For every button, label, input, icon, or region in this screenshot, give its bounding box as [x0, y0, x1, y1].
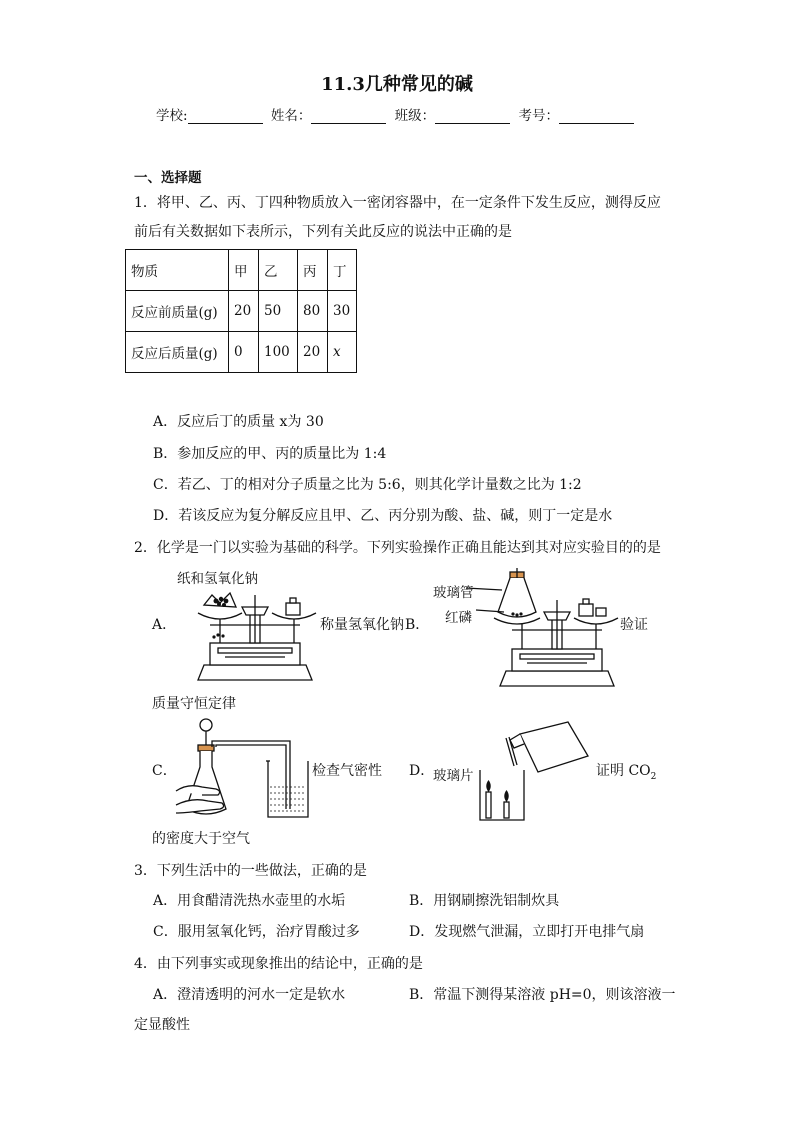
q3-option-b[interactable]: B．用钢刷擦洗铝制炊具 — [409, 893, 560, 909]
q4-stem: 4．由下列事实或现象推出的结论中，正确的是 — [134, 956, 423, 972]
page-title: 11.3几种常见的碱 — [321, 74, 473, 95]
table-cell: x — [328, 332, 357, 373]
table-cell: 20 — [229, 291, 259, 332]
q2-b-label-red-phosphorus: 红磷 — [445, 610, 472, 626]
exam-number-label: 考号： — [518, 108, 559, 124]
q2-option-b-desc-part1: 验证 — [620, 617, 648, 633]
q2-option-b-letter[interactable]: B． — [405, 617, 430, 633]
table-cell: 50 — [259, 291, 298, 332]
q3-option-d[interactable]: D．发现燃气泄漏，立即打开电排气扇 — [409, 924, 645, 940]
table-cell: 30 — [328, 291, 357, 332]
q2-option-b-desc-part2: 质量守恒定律 — [152, 696, 236, 712]
table-cell: 反应前质量(g) — [126, 291, 229, 332]
q1-stem-line1: 1．将甲、乙、丙、丁四种物质放入一密闭容器中，在一定条件下发生反应，测得反应 — [134, 195, 661, 211]
table-row — [126, 291, 357, 332]
balance-red-phosphorus-illustration — [480, 568, 620, 688]
table-cell: 反应后质量(g) — [126, 332, 229, 373]
student-info-line — [0, 104, 794, 124]
exam-number-blank[interactable] — [559, 109, 634, 124]
school-blank[interactable] — [188, 109, 263, 124]
q2-d-label-glass-plate: 玻璃片 — [433, 768, 474, 784]
table-header-cell: 丙 — [298, 250, 328, 291]
q4-option-a[interactable]: A．澄清透明的河水一定是软水 — [153, 987, 346, 1003]
q2-option-c-letter[interactable]: C． — [152, 763, 177, 779]
q4-option-b-line2: 定显酸性 — [134, 1017, 190, 1033]
table-cell: 20 — [298, 332, 328, 373]
q1-option-d[interactable]: D．若该反应为复分解反应且甲、乙、丙分别为酸、盐、碱，则丁一定是水 — [153, 508, 613, 524]
q2-b-label-glass-tube: 玻璃管 — [433, 585, 474, 601]
table-cell: 100 — [259, 332, 298, 373]
q2-option-d-letter[interactable]: D． — [409, 763, 435, 779]
co2-pouring-illustration — [470, 720, 600, 820]
q2-option-a-desc: 称量氢氧化钠 — [320, 617, 404, 633]
table-header-cell: 甲 — [229, 250, 259, 291]
q2-option-a-letter[interactable]: A． — [152, 617, 177, 633]
q3-option-c[interactable]: C．服用氢氧化钙，治疗胃酸过多 — [153, 924, 360, 940]
q2-a-figure-label: 纸和氢氧化钠 — [177, 571, 258, 587]
q2-option-c-desc: 检查气密性 — [312, 763, 382, 779]
balance-with-naoh-illustration — [190, 585, 320, 685]
table-header-cell: 丁 — [328, 250, 357, 291]
q2-option-d-desc-part2: 的密度大于空气 — [152, 831, 250, 847]
table-header-cell: 乙 — [259, 250, 298, 291]
name-blank[interactable] — [311, 109, 386, 124]
q1-option-c[interactable]: C．若乙、丁的相对分子质量之比为 5:6，则其化学计量数之比为 1:2 — [153, 477, 582, 493]
table-cell: 0 — [229, 332, 259, 373]
q3-stem: 3．下列生活中的一些做法，正确的是 — [134, 863, 367, 879]
name-label: 姓名： — [270, 108, 312, 124]
q1-option-b[interactable]: B．参加反应的甲、丙的质量比为 1:4 — [153, 446, 387, 462]
q1-option-a[interactable]: A．反应后丁的质量 x为 30 — [153, 414, 324, 430]
q3-option-a[interactable]: A．用食醋清洗热水壶里的水垢 — [153, 893, 346, 909]
school-label: 学校: — [156, 108, 188, 124]
q2-option-d-desc-part1: 证明 $CO_2$ — [596, 763, 657, 782]
table-cell: 80 — [298, 291, 328, 332]
class-blank[interactable] — [435, 109, 510, 124]
q4-option-b-line1[interactable]: B．常温下测得某溶液 pH=0，则该溶液一 — [409, 987, 676, 1003]
q1-data-table — [125, 249, 357, 373]
table-header-row — [126, 250, 357, 291]
q1-stem-line2: 前后有关数据如下表所示，下列有关此反应的说法中正确的是 — [134, 224, 512, 240]
section-heading: 一、选择题 — [134, 170, 202, 186]
table-header-cell: 物质 — [126, 250, 229, 291]
class-label: 班级： — [394, 108, 436, 124]
airtightness-check-illustration — [178, 717, 313, 823]
table-row — [126, 332, 357, 373]
q2-stem: 2．化学是一门以实验为基础的科学。下列实验操作正确且能达到其对应实验目的的是 — [134, 540, 661, 556]
